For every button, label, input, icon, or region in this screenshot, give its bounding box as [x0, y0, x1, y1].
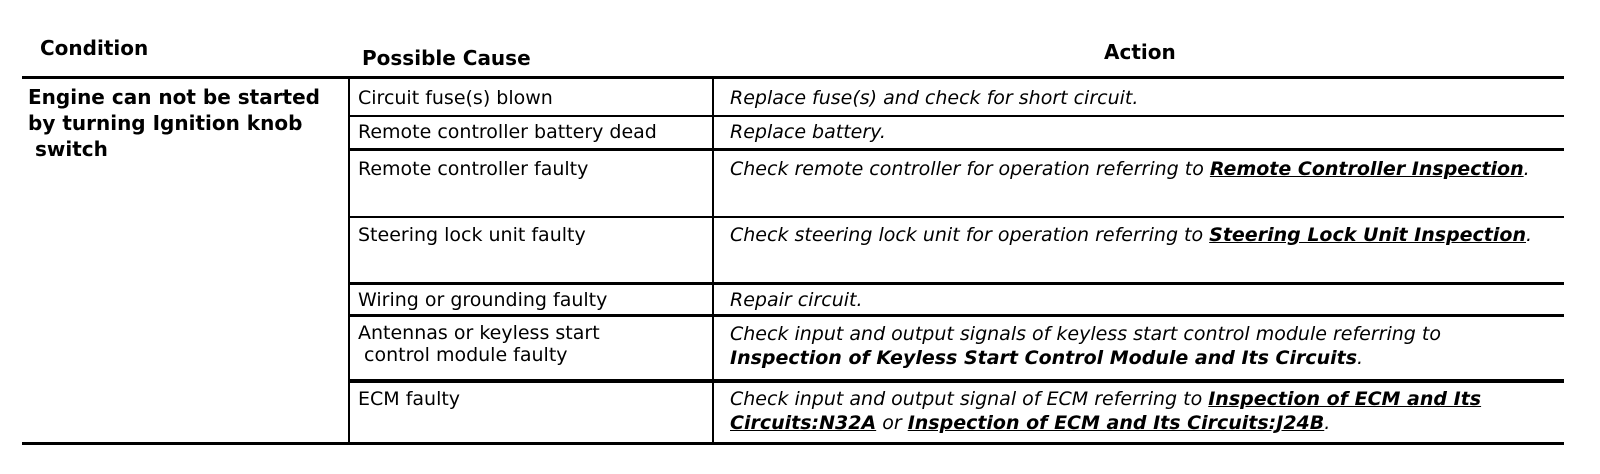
condition-cell [28, 84, 346, 162]
cause-line: control module faulty [358, 344, 568, 366]
cause-cell: Remote controller battery dead [358, 121, 657, 143]
action-text: or [876, 412, 908, 434]
cause-cell [358, 322, 708, 366]
action-text: Check input and output signal of ECM referring to [730, 388, 1209, 410]
cause-cell: Wiring or grounding faulty [358, 289, 608, 311]
row-separator [350, 148, 1564, 151]
condition-line: switch [28, 137, 108, 161]
condition-line: by turning Ignition knob [28, 111, 303, 135]
header-rule [22, 76, 1564, 79]
action-cell: Replace battery. [730, 121, 886, 143]
header-possible-cause: Possible Cause [362, 46, 531, 70]
action-text: . [1357, 347, 1364, 369]
row-separator [350, 282, 1564, 285]
row-separator [350, 314, 1564, 317]
action-text: . [1523, 158, 1530, 180]
action-text: Check remote controller for operation referring to [730, 158, 1210, 180]
cause-cell: ECM faulty [358, 388, 461, 410]
cause-cell: Steering lock unit faulty [358, 224, 586, 246]
action-text: . [1526, 224, 1533, 246]
action-cell: Repair circuit. [730, 289, 863, 311]
ref-keyless-start-module-inspection: Inspection of Keyless Start Control Module and Its Circuits [730, 347, 1358, 369]
action-cell: Replace fuse(s) and check for short circuit. [730, 87, 1139, 109]
cause-cell: Circuit fuse(s) blown [358, 87, 553, 109]
action-cell [730, 157, 1556, 181]
column-divider-1 [348, 79, 350, 442]
link-steering-lock-unit-inspection[interactable]: Steering Lock Unit Inspection [1209, 224, 1526, 246]
link-ecm-inspection-j24b[interactable]: Inspection of ECM and Its Circuits:J24B [907, 412, 1325, 434]
action-text: Check input and output signals of keyless start control module referring to [730, 323, 1441, 345]
row-separator [350, 379, 1564, 383]
cause-cell: Remote controller faulty [358, 158, 589, 180]
header-action: Action [1104, 40, 1176, 64]
row-separator [350, 115, 1564, 117]
link-ecm-inspection-n32a[interactable]: Inspection of ECM and Its Circuits:N32A [730, 388, 1482, 434]
column-divider-2 [712, 79, 714, 442]
action-cell [730, 387, 1556, 435]
action-cell [730, 223, 1556, 247]
action-cell [730, 322, 1556, 370]
action-text: Check steering lock unit for operation referring to [730, 224, 1210, 246]
action-text: . [1324, 412, 1331, 434]
cause-line: Antennas or keyless start [358, 322, 600, 344]
header-condition: Condition [40, 36, 149, 60]
condition-line: Engine can not be started [28, 85, 321, 109]
link-remote-controller-inspection[interactable]: Remote Controller Inspection [1209, 158, 1524, 180]
table-bottom-rule [22, 442, 1564, 445]
row-separator [350, 216, 1564, 218]
